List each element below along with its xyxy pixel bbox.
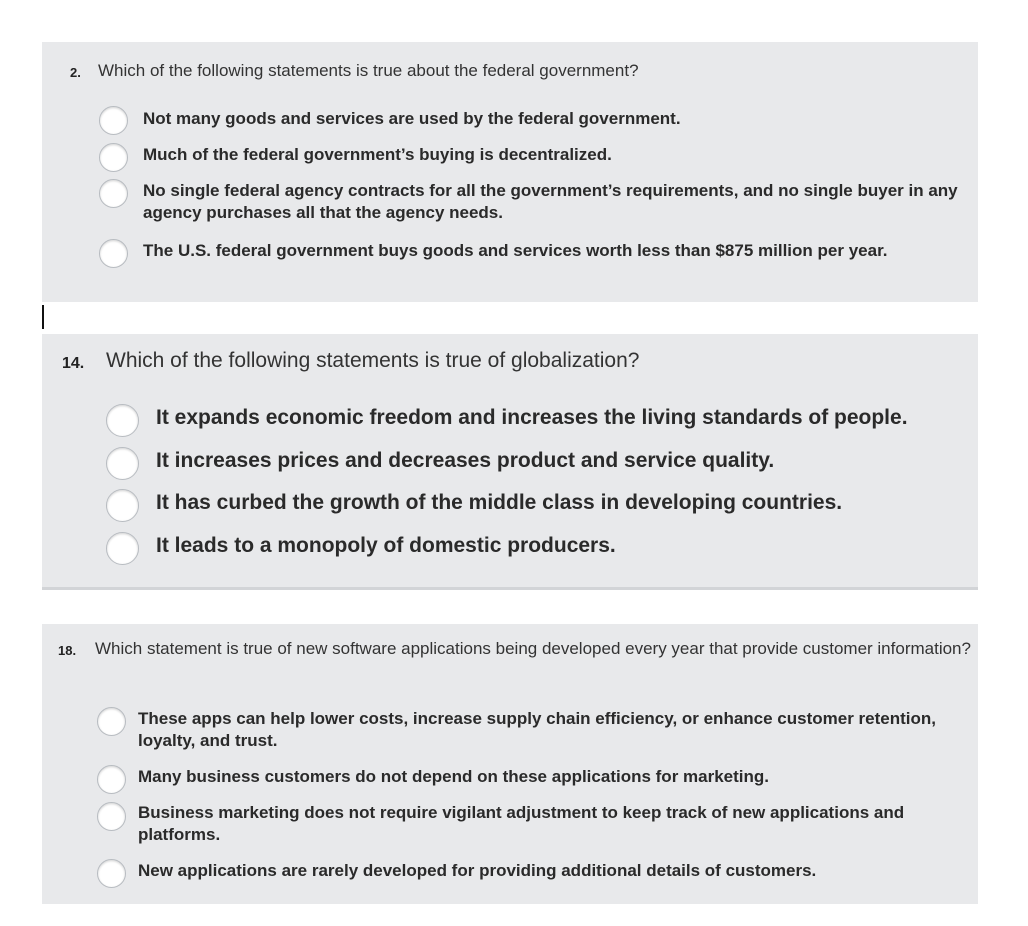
answer-option-1[interactable] [42, 403, 978, 437]
question-header [62, 349, 639, 376]
option-label: Many business customers do not depend on these applications for marketing. [138, 767, 770, 786]
answer-option-4[interactable] [42, 239, 978, 289]
question-text: Which of the following statements is true about the federal government? [98, 61, 639, 80]
answer-option-1[interactable] [42, 707, 978, 757]
option-label: It expands economic freedom and increases the living standards of people. [156, 406, 908, 429]
radio-button[interactable] [97, 707, 126, 736]
text-cursor [42, 305, 44, 329]
radio-button[interactable] [99, 106, 128, 135]
radio-button[interactable] [99, 143, 128, 172]
radio-button[interactable] [97, 859, 126, 888]
option-label: Much of the federal government’s buying is decentralized. [143, 145, 612, 164]
answer-option-2[interactable] [42, 765, 978, 795]
option-label: Business marketing does not require vigilant adjustment to keep track of new applications and platforms. [138, 803, 905, 844]
question-text: Which of the following statements is true of globalization? [106, 349, 640, 372]
answer-option-3[interactable] [42, 489, 978, 523]
answer-option-4[interactable] [42, 532, 978, 566]
answer-option-3[interactable] [42, 179, 978, 229]
question-number: 18. [58, 643, 77, 658]
question-card-2 [42, 42, 978, 302]
answer-option-1[interactable] [42, 106, 978, 136]
option-label: It has curbed the growth of the middle class in developing countries. [156, 491, 843, 514]
answer-option-4[interactable] [42, 859, 978, 889]
radio-button[interactable] [106, 447, 139, 480]
option-label: No single federal agency contracts for all the government’s requirements, and no single buyer in any agency purchases all that the agency needs. [143, 181, 958, 222]
radio-button[interactable] [99, 239, 128, 268]
radio-button[interactable] [106, 404, 139, 437]
radio-button[interactable] [106, 489, 139, 522]
option-label: It increases prices and decreases product and service quality. [156, 449, 775, 472]
option-label: It leads to a monopoly of domestic producers. [156, 534, 616, 557]
question-number: 14. [62, 355, 85, 372]
radio-button[interactable] [97, 802, 126, 831]
answer-option-3[interactable] [42, 801, 978, 851]
radio-button[interactable] [97, 765, 126, 794]
question-header [58, 638, 975, 662]
question-text: Which statement is true of new software applications being developed every year that provide customer information? [95, 639, 971, 658]
question-number: 2. [70, 65, 81, 80]
question-card-18 [42, 624, 978, 904]
question-card-14 [42, 334, 978, 590]
option-label: Not many goods and services are used by the federal government. [143, 109, 681, 128]
radio-button[interactable] [106, 532, 139, 565]
radio-button[interactable] [99, 179, 128, 208]
question-header [70, 61, 639, 83]
option-label: The U.S. federal government buys goods and services worth less than $875 million per year. [143, 241, 888, 260]
answer-option-2[interactable] [42, 142, 978, 172]
option-label: New applications are rarely developed for providing additional details of customers. [138, 861, 817, 880]
answer-option-2[interactable] [42, 446, 978, 480]
option-label: These apps can help lower costs, increase supply chain efficiency, or enhance customer retention, loyalty, and trust. [138, 709, 936, 750]
